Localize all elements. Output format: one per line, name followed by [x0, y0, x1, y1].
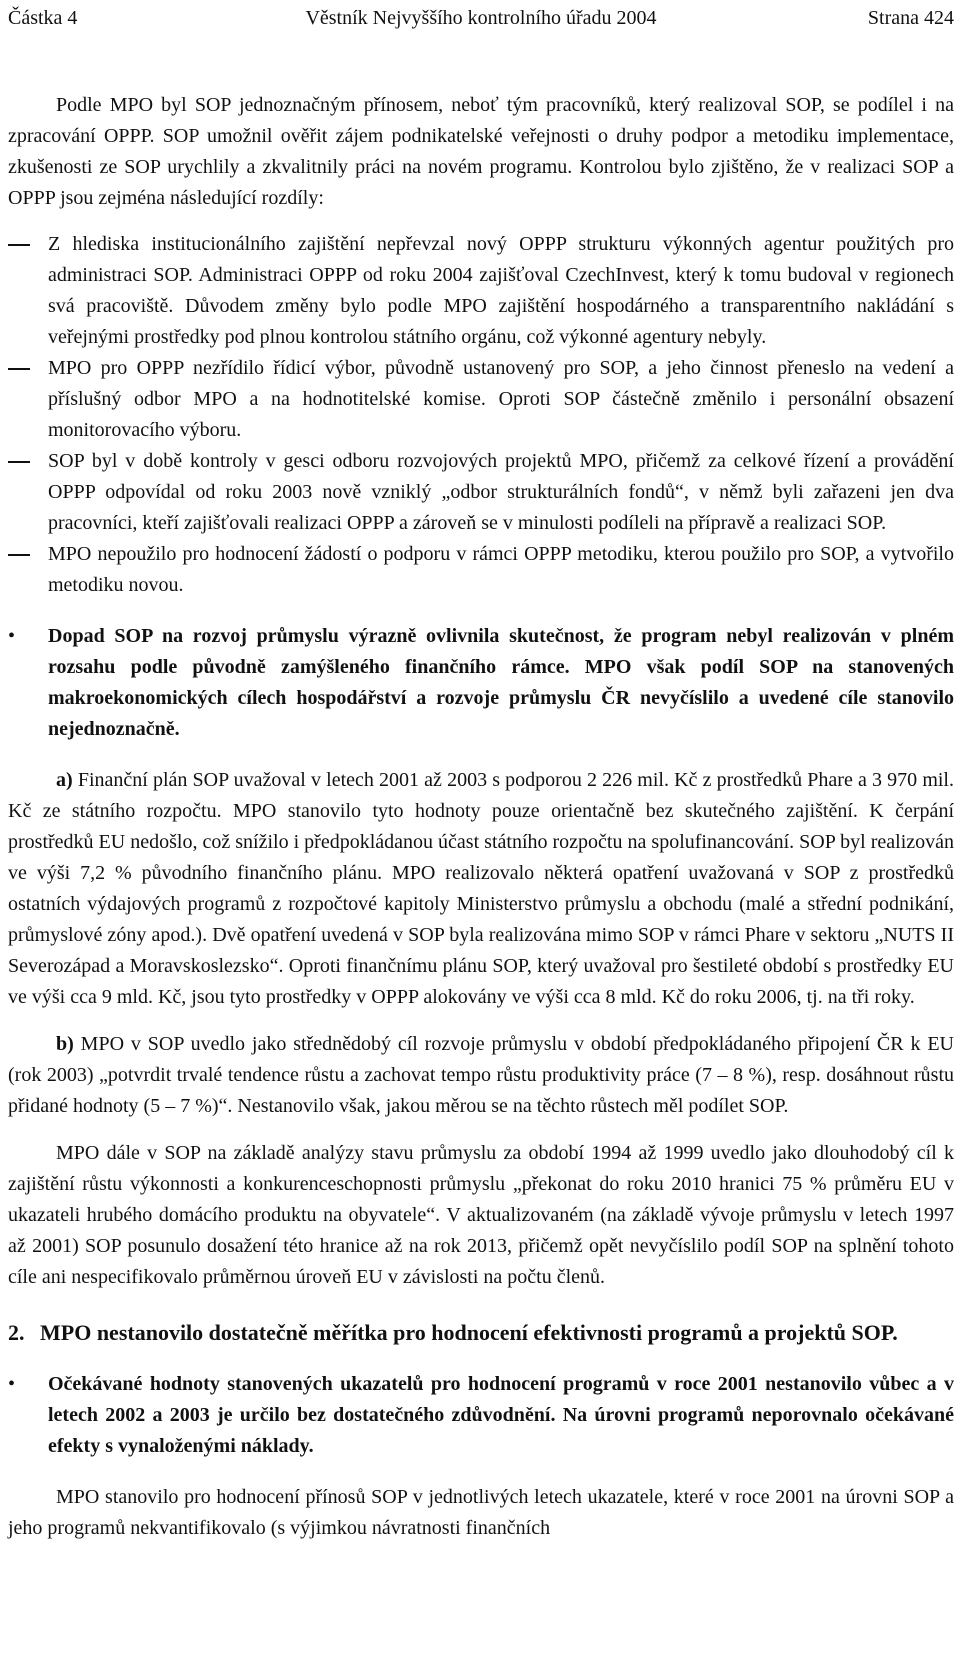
list-item: [8, 229, 954, 353]
paragraph-last: MPO stanovilo pro hodnocení přínosů SOP v jednotlivých letech ukazatele, které v roce 2001 na úrovni SOP a jeho programů nekvantifikovalo (s výjimkou návratnosti finančních: [8, 1486, 954, 1539]
list-item-text: MPO pro OPPP nezřídilo řídicí výbor, původně ustanovený pro SOP, a jeho činnost přeneslo na vedení a příslušný odbor MPO a na hodnotitelské komise. Oproti SOP částečně změnilo i personální obsazení monitorovacího výboru.: [48, 357, 954, 441]
paragraph-a: [8, 765, 954, 1013]
bullet-marker: •: [8, 625, 16, 647]
paragraph-text: MPO v SOP uvedlo jako střednědobý cíl rozvoje průmyslu v období předpokládaného připojení ČR k EU (rok 2003) „potvrdit trvalé tendence růstu a zachovat tempo růstu produktivity práce (7 – 8 %), resp. dosáhnout růstu přidané hodnoty (5 – 7 %)“. Nestanovilo však, jakou měrou se na těchto růstech měl podílet SOP.: [8, 1033, 954, 1117]
paragraph-c: MPO dále v SOP na základě analýzy stavu průmyslu za období 1994 až 1999 uvedlo jako dlouhodobý cíl k zajištění růstu výkonnosti a konkurenceschopnosti průmyslu „překonat do roku 2010 hranici 75 % průměru EU v ukazateli hrubého domácího produktu na obyvatele“. V aktualizovaném (na základě vývoje průmyslu v letech 1997 až 2001) SOP posunulo dosažení této hranice až na rok 2013, přičemž opět nevyčíslilo podíl SOP na splnění tohoto cíle ani nespecifikovalo průměrnou úroveň EU v závislosti na počtu členů.: [8, 1142, 954, 1288]
section-number: 2.: [8, 1320, 25, 1345]
finding-text: Očekávané hodnoty stanovených ukazatelů pro hodnocení programů v roce 2001 nestanovilo vůbec a v letech 2002 a 2003 je určilo bez dostatečného zdůvodnění. Na úrovni programů neporovnalo očekávané efekty s vynaloženými náklady.: [48, 1373, 954, 1457]
section-title: MPO nestanovilo dostatečně měřítka pro hodnocení efektivnosti programů a projektů SOP.: [40, 1320, 898, 1345]
paragraph-label: b): [56, 1033, 74, 1055]
intro-paragraph: Podle MPO byl SOP jednoznačným přínosem, neboť tým pracovníků, který realizoval SOP, se podílel i na zpracování OPPP. SOP umožnil ověřit zájem podnikatelské veřejnosti o druhy podpor a metodiku implementace, zkušenosti ze SOP urychlily a zkvalitnily práci na novém programu. Kontrolou bylo zjištěno, že v realizaci SOP a OPPP jsou zejména následující rozdíly:: [8, 94, 954, 209]
paragraph-b: [8, 1029, 954, 1122]
differences-list: [8, 229, 954, 601]
list-item-text: Z hlediska institucionálního zajištění nepřevzal nový OPPP strukturu výkonných agentur použitých pro administraci SOP. Administraci OPPP od roku 2004 zajišťoval CzechInvest, který k tomu budoval v regionech svá pracoviště. Důvodem změny bylo podle MPO zajištění hospodárného a transparentního nakládání s veřejnými prostředky pod plnou kontrolou státního orgánu, což výkonné agentury nebyly.: [48, 233, 954, 348]
document-page: [8, 0, 954, 1673]
header-page-number: Strana 424: [867, 7, 954, 29]
finding-bullet-2: [8, 1369, 954, 1462]
section-heading-2: [8, 1317, 954, 1349]
bullet-marker: •: [8, 1373, 16, 1395]
finding-text: Dopad SOP na rozvoj průmyslu výrazně ovlivnila skutečnost, že program nebyl realizován v plném rozsahu podle původně zamýšleného finančního rámce. MPO však podíl SOP na stanovených makroekonomických cílech hospodářství a rozvoje průmyslu ČR nevyčíslilo a uvedené cíle stanovilo nejednoznačně.: [48, 625, 954, 740]
page-header: [8, 0, 954, 40]
list-item: [8, 446, 954, 539]
header-issue: Částka 4: [8, 7, 78, 29]
paragraph-label: a): [56, 769, 73, 791]
page-body: [8, 90, 954, 1544]
list-item: [8, 353, 954, 446]
list-item: [8, 539, 954, 601]
header-title: Věstník Nejvyššího kontrolního úřadu 2004: [305, 7, 657, 29]
list-item-text: MPO nepoužilo pro hodnocení žádostí o podporu v rámci OPPP metodiku, kterou použilo pro SOP, a vytvořilo metodiku novou.: [48, 543, 954, 596]
paragraph-text: Finanční plán SOP uvažoval v letech 2001 až 2003 s podporou 2 226 mil. Kč z prostředků Phare a 3 970 mil. Kč ze státního rozpočtu. MPO stanovilo tyto hodnoty pouze orientačně bez skutečného zajištění. K čerpání prostředků EU nedošlo, což snížilo i předpokládanou účast státního rozpočtu na spolufinancování. SOP byl realizován ve výši 7,2 % původního finančního plánu. MPO realizovalo některá opatření uvažovaná v SOP z prostředků ostatních výdajových programů z rozpočtové kapitoly Ministerstvo průmyslu a obchodu (malé a střední podnikání, průmyslové zóny apod.). Dvě opatření uvedená v SOP byla realizována mimo SOP v rámci Phare v sektoru „NUTS II Severozápad a Moravskoslezsko“. Oproti finančnímu plánu SOP, který uvažoval pro šestileté období s prostředky EU ve výši cca 9 mld. Kč, jsou tyto prostředky v OPPP alokovány ve výši cca 8 mld. Kč do roku 2006, tj. na tři roky.: [8, 769, 954, 1008]
list-item-text: SOP byl v době kontroly v gesci odboru rozvojových projektů MPO, přičemž za celkové řízení a provádění OPPP odpovídal od roku 2003 nově vzniklý „odbor strukturálních fondů“, v němž byli zařazeni jen dva pracovníci, kteří zajišťovali realizaci OPPP a zároveň se v minulosti podíleli na přípravě a realizaci SOP.: [48, 450, 954, 534]
finding-bullet-1: [8, 621, 954, 745]
